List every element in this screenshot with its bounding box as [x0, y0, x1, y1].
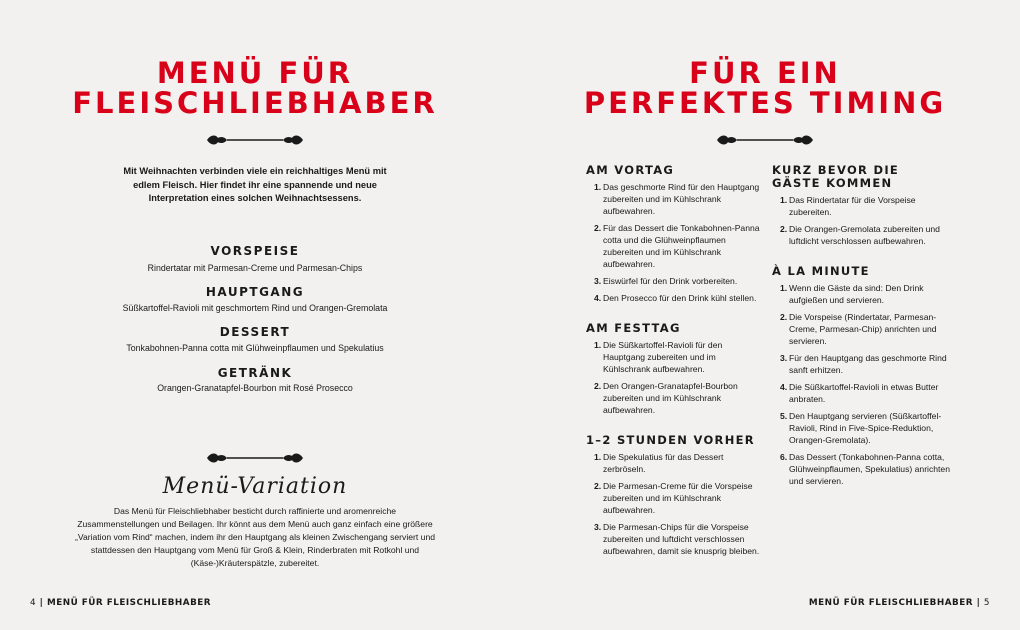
step-number: 1.: [780, 283, 788, 293]
course-description: Tonkabohnen-Panna cotta mit Glühweinpflaumen und Spekulatius: [126, 343, 384, 353]
step-list: [594, 339, 764, 416]
step-text: Für das Dessert die Tonkabohnen-Panna cotta und die Glühweinpflaumen zubereiten und im Kühlschrank aufbewahren.: [603, 223, 760, 269]
step-number: 2.: [594, 481, 602, 491]
step-number: 1.: [594, 452, 602, 462]
step-text: Den Orangen-Granatapfel-Bourbon zubereiten und im Kühlschrank aufbewahren.: [603, 381, 738, 415]
step-number: 2.: [594, 381, 602, 391]
step-text: Die Süßkartoffel-Ravioli in etwas Butter anbraten.: [789, 382, 939, 404]
step-item: [594, 380, 764, 416]
step-item: [780, 282, 952, 306]
course-heading: VORSPEISE: [210, 244, 300, 258]
course-heading: DESSERT: [219, 325, 291, 339]
step-number: 3.: [594, 522, 602, 532]
step-number: 1.: [780, 195, 788, 205]
step-item: [780, 451, 952, 487]
step-item: [780, 410, 952, 446]
section-heading: À LA MINUTE: [772, 264, 870, 278]
step-text: Die Süßkartoffel-Ravioli für den Hauptgang zubereiten und im Kühlschrank aufbewahren.: [603, 340, 723, 374]
timing-column-2: [772, 164, 952, 505]
ornament-divider-icon: [205, 133, 305, 147]
page-title-line-1: MENÜ FÜR: [156, 56, 354, 90]
step-number: 3.: [594, 276, 602, 286]
footer: MENÜ FÜR FLEISCHLIEBHABER | 5: [808, 598, 990, 608]
step-number: 1.: [594, 182, 602, 192]
step-list: [780, 194, 952, 247]
step-item: [594, 181, 764, 217]
step-text: Den Hauptgang servieren (Süßkartoffel-Ravioli, Rind in Five-Spice-Reduktion, Orangen-Gremolata).: [789, 411, 942, 445]
footer-title: MENÜ FÜR FLEISCHLIEBHABER: [808, 598, 974, 608]
ornament-divider-icon: [205, 451, 305, 465]
step-text: Eiswürfel für den Drink vorbereiten.: [603, 276, 738, 286]
intro-text: Mit Weihnachten verbinden viele ein reichhaltiges Menü mit edlem Fleisch. Hier findet ihr eine spannende und neue Interpretation eines solchen Weihnachtsessens.: [123, 166, 387, 203]
course-heading: GETRÄNK: [217, 366, 293, 380]
variation-title: Menü-Variation: [162, 474, 348, 499]
footer-title: MENÜ FÜR FLEISCHLIEBHABER: [46, 598, 212, 608]
step-number: 6.: [780, 452, 788, 462]
step-number: 2.: [594, 223, 602, 233]
step-text: Die Parmesan-Chips für die Vorspeise zubereiten und luftdicht verschlossen aufbewahren, damit sie knusprig bleiben.: [603, 522, 760, 556]
step-list: [780, 282, 952, 487]
footer: 4 | MENÜ FÜR FLEISCHLIEBHABER: [30, 598, 212, 608]
step-text: Den Prosecco für den Drink kühl stellen.: [603, 293, 757, 303]
step-text: Die Spekulatius für das Dessert zerbröseln.: [603, 452, 724, 474]
course-description: Orangen-Granatapfel-Bourbon mit Rosé Prosecco: [157, 383, 353, 393]
section-heading: AM VORTAG: [586, 163, 675, 177]
variation-text: Das Menü für Fleischliebhaber besticht durch raffinierte und aromenreiche Zusammenstellungen und Beilagen. Ihr könnt aus dem Menü auch ganz einfach eine größere „Variation vom Rind“ machen, indem ihr den Hauptgang als kleinen Zwischengang serviert und stattdessen den Hauptgang vom Menü für Groß & Klein, Rinderbraten mit Rotkohl und (Käse-)Kräuterspätzle, zubereitet.: [74, 506, 435, 568]
step-text: Die Parmesan-Creme für die Vorspeise zubereiten und im Kühlschrank aufbewahren.: [603, 481, 753, 515]
step-number: 2.: [780, 224, 788, 234]
course-description: Rindertatar mit Parmesan-Creme und Parmesan-Chips: [147, 263, 363, 273]
step-item: [594, 275, 764, 287]
page-title-line-1: FÜR EIN: [689, 56, 841, 90]
timing-column-1: [586, 164, 764, 575]
step-item: [594, 339, 764, 375]
page-title-line-2: FLEISCHLIEBHABER: [72, 86, 438, 120]
ornament-divider-icon: [715, 133, 815, 147]
section-heading: KURZ BEVOR DIE GÄSTE KOMMEN: [772, 163, 900, 190]
step-item: [780, 194, 952, 218]
section-heading: AM FESTTAG: [586, 321, 681, 335]
step-list: [594, 181, 764, 304]
step-item: [594, 480, 764, 516]
step-number: 1.: [594, 340, 602, 350]
step-item: [594, 222, 764, 270]
right-page: [510, 0, 1020, 630]
step-list: [594, 451, 764, 557]
step-item: [780, 381, 952, 405]
course-description: Süßkartoffel-Ravioli mit geschmortem Rind und Orangen-Gremolata: [122, 303, 388, 313]
step-text: Die Orangen-Gremolata zubereiten und luftdicht verschlossen aufbewahren.: [789, 224, 940, 246]
step-number: 4.: [780, 382, 788, 392]
step-number: 2.: [780, 312, 788, 322]
step-number: 3.: [780, 353, 788, 363]
step-item: [780, 352, 952, 376]
step-text: Wenn die Gäste da sind: Den Drink aufgießen und servieren.: [789, 283, 924, 305]
course-heading: HAUPTGANG: [205, 285, 305, 299]
step-text: Die Vorspeise (Rindertatar, Parmesan-Creme, Parmesan-Chip) anrichten und servieren.: [789, 312, 937, 346]
page-title-line-2: PERFEKTES TIMING: [583, 86, 947, 120]
step-item: [594, 451, 764, 475]
step-item: [780, 223, 952, 247]
step-text: Für den Hauptgang das geschmorte Rind sanft erhitzen.: [789, 353, 947, 375]
page-number: 4: [30, 598, 37, 608]
step-text: Das Dessert (Tonkabohnen-Panna cotta, Glühweinpflaumen, Spekulatius) anrichten und servieren.: [789, 452, 950, 486]
step-item: [594, 292, 764, 304]
step-item: [594, 521, 764, 557]
step-text: Das Rindertatar für die Vorspeise zubereiten.: [789, 195, 916, 217]
step-item: [780, 311, 952, 347]
step-number: 5.: [780, 411, 788, 421]
step-number: 4.: [594, 293, 602, 303]
section-heading: 1–2 STUNDEN VORHER: [586, 433, 755, 447]
step-text: Das geschmorte Rind für den Hauptgang zubereiten und im Kühlschrank aufbewahren.: [603, 182, 760, 216]
page-number: 5: [983, 598, 990, 608]
